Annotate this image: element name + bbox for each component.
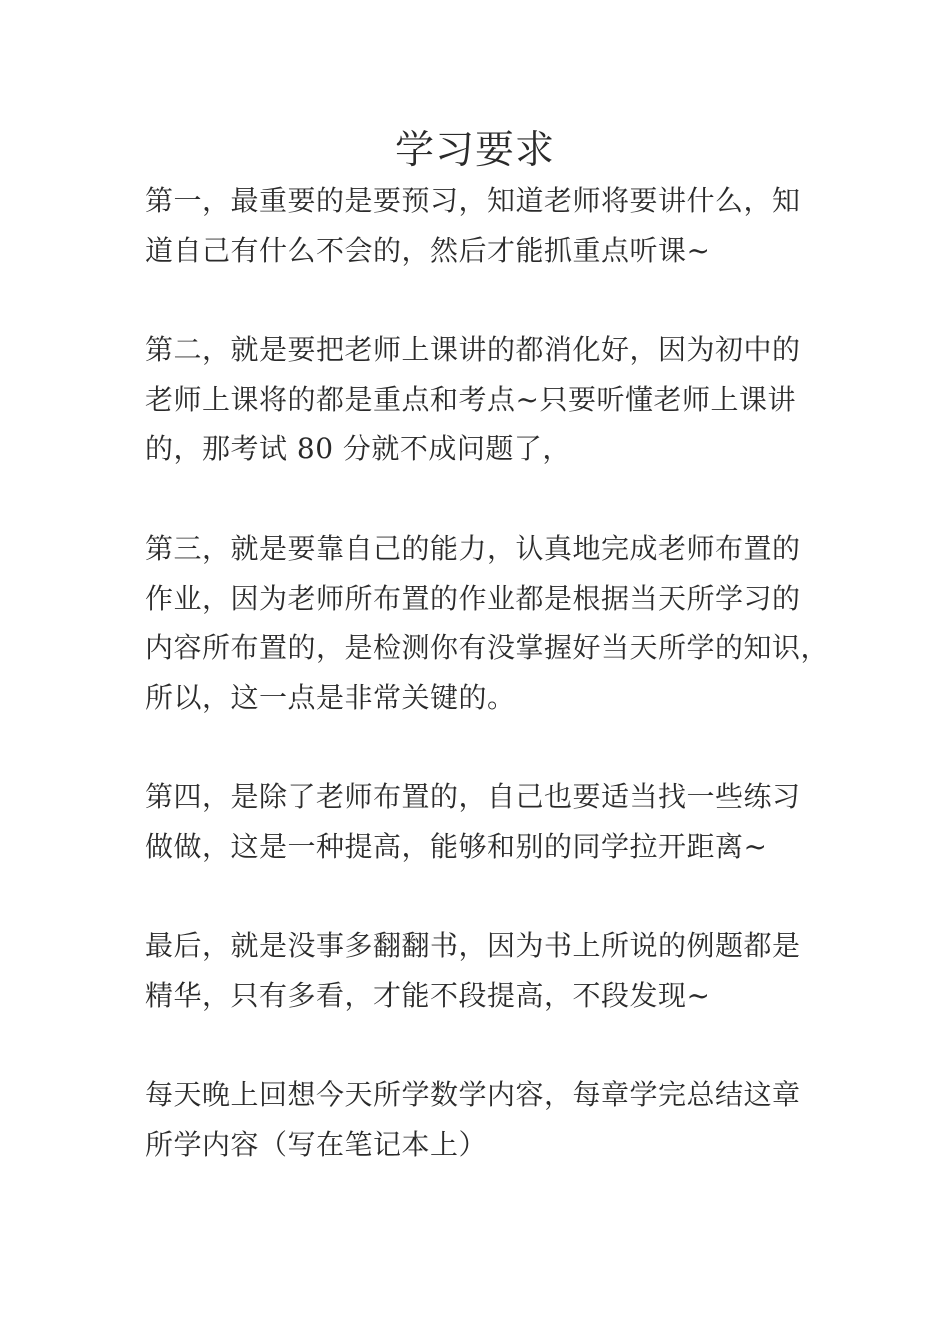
paragraph-5-line-2: 精华，只有多看，才能不段提高，不段发现~ <box>145 979 711 1012</box>
paragraph-3-line-1: 第三，就是要靠自己的能力，认真地完成老师布置的 <box>145 532 801 565</box>
paragraph-3-line-2: 作业，因为老师所布置的作业都是根据当天所学习的 <box>145 582 801 615</box>
paragraph-5-line-1: 最后，就是没事多翻翻书，因为书上所说的例题都是 <box>145 929 801 962</box>
paragraph-4-line-2: 做做，这是一种提高，能够和别的同学拉开距离~ <box>145 830 768 863</box>
paragraph-3-line-3: 内容所布置的，是检测你有没掌握好当天所学的知识， <box>145 631 830 664</box>
paragraph-6-line-2: 所学内容（写在笔记本上） <box>145 1128 488 1161</box>
document-title: 学习要求 <box>394 128 555 173</box>
paragraph-4-line-1: 第四，是除了老师布置的，自己也要适当找一些练习 <box>145 780 801 813</box>
paragraph-2-line-3: 的，那考试 80 分就不成问题了， <box>145 432 571 465</box>
paragraph-1-line-2: 道自己有什么不会的，然后才能抓重点听课~ <box>145 234 711 267</box>
paragraph-2-line-1: 第二，就是要把老师上课讲的都消化好，因为初中的 <box>145 333 801 366</box>
paragraph-6-line-1: 每天晚上回想今天所学数学内容，每章学完总结这章 <box>145 1078 801 1111</box>
paragraph-1-line-1: 第一，最重要的是要预习，知道老师将要讲什么，知 <box>145 184 801 217</box>
paragraph-3-line-4: 所以，这一点是非常关键的。 <box>145 681 516 714</box>
paragraph-2-line-2: 老师上课将的都是重点和考点~只要听懂老师上课讲 <box>145 383 796 416</box>
